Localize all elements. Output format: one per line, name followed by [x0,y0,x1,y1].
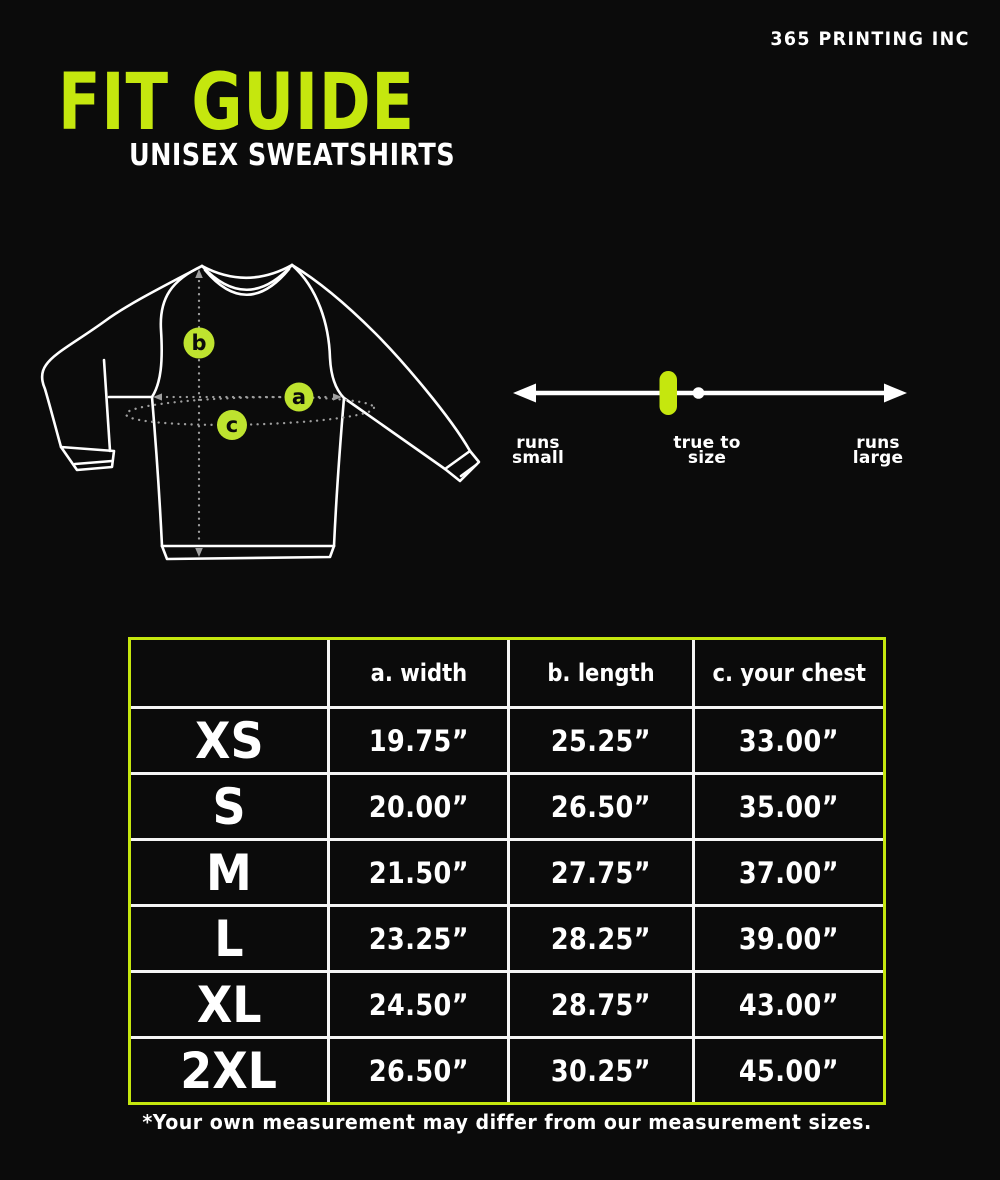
guide-arrowheads [153,269,342,557]
arrow-down-icon [195,548,203,557]
value-s-width: 20.00” [330,775,507,838]
sweatshirt-outline [42,265,479,559]
chest-guide-ellipse [126,394,375,427]
value-s-chest: 35.00” [695,775,883,838]
value-m-length: 27.75” [510,841,692,904]
marker-c-label: c [225,413,239,437]
scale-label-true-to-size: true to size [673,433,741,468]
marker-a-label: a [291,385,307,409]
sleeve-right-inner [344,398,445,469]
value-m-width: 21.50” [330,841,507,904]
brand-name: 365 PRINTING INC [770,28,970,50]
size-label-xl: XL [131,973,327,1036]
page-title: FIT GUIDE [58,58,415,148]
body-right-edge [334,398,344,546]
body-left-edge [152,397,162,546]
value-l-chest: 39.00” [695,907,883,970]
measure-markers [184,328,314,441]
sweatshirt-diagram [30,240,500,590]
scale-label-runs-large: runs large [852,433,904,468]
value-xl-width: 24.50” [330,973,507,1036]
size-label-m: M [131,841,327,904]
size-label-s: S [131,775,327,838]
value-xs-width: 19.75” [330,709,507,772]
fit-indicator-pill [660,371,678,415]
sleeve-left-outer [42,266,202,447]
table-header-blank [131,640,327,706]
scale-label-runs-small: runs small [512,433,564,468]
value-xs-length: 25.25” [510,709,692,772]
value-s-length: 26.50” [510,775,692,838]
table-header-width: a. width [330,640,507,706]
size-table [128,637,886,1105]
measurement-disclaimer: *Your own measurement may differ from our measurement sizes. [142,1110,872,1134]
raglan-seam-right [292,265,344,398]
value-m-chest: 37.00” [695,841,883,904]
page-subtitle: UNISEX SWEATSHIRTS [129,138,456,173]
value-2xl-width: 26.50” [330,1039,507,1102]
marker-b-label: b [191,331,207,355]
cuff-right-rib [461,465,476,476]
size-label-xs: XS [131,709,327,772]
hem-band [162,546,334,559]
table-header-length: b. length [510,640,692,706]
value-2xl-chest: 45.00” [695,1039,883,1102]
cuff-left-rib [75,461,112,464]
size-label-2xl: 2XL [131,1039,327,1102]
value-l-length: 28.25” [510,907,692,970]
value-xl-length: 28.75” [510,973,692,1036]
collar-outline [202,265,292,278]
value-xs-chest: 33.00” [695,709,883,772]
scale-arrow-right-icon [884,384,907,403]
scale-arrow-left-icon [513,384,536,403]
value-l-width: 23.25” [330,907,507,970]
table-header-chest: c. your chest [695,640,883,706]
sleeve-left-inner [104,360,110,451]
value-2xl-length: 30.25” [510,1039,692,1102]
cuff-left [61,447,114,470]
scale-center-dot [693,387,705,399]
value-xl-chest: 43.00” [695,973,883,1036]
size-label-l: L [131,907,327,970]
